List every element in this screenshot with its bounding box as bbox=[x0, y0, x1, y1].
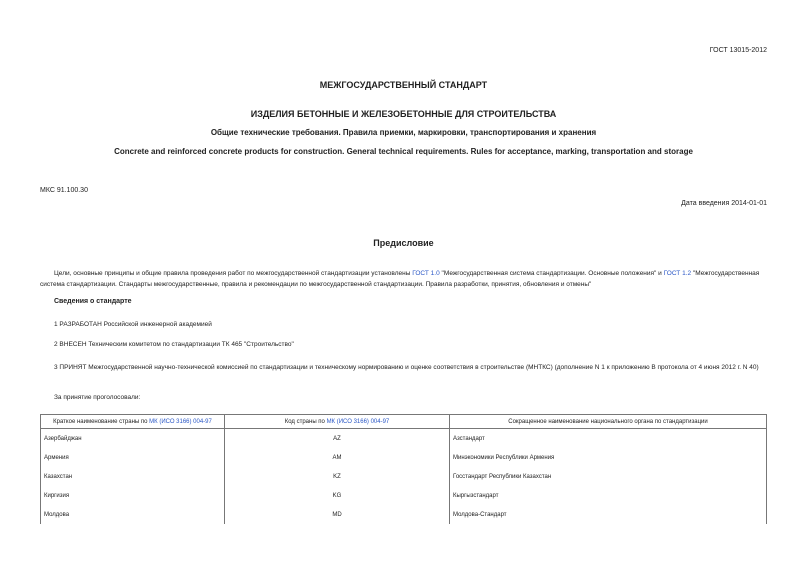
introduction-date: Дата введения 2014-01-01 bbox=[681, 200, 767, 207]
document-subtitle: Общие технические требования. Правила приемки, маркировки, транспортирования и хранения bbox=[210, 128, 597, 137]
header-text: Код страны по bbox=[284, 418, 327, 425]
paragraph-text: "Межгосударственная система стандартизации. Стандарты межгосударственные, правила и рекомендации по межгосударственной стандартизации. Правила разработки, принятия, обновления и отмены" bbox=[40, 270, 760, 288]
document-title: ИЗДЕЛИЯ БЕТОННЫЕ И ЖЕЛЕЗОБЕТОННЫЕ ДЛЯ СТРОИТЕЛЬСТВА bbox=[250, 109, 557, 119]
header-text: Краткое наименование страны по bbox=[53, 418, 150, 425]
paragraph-text: Цели, основные принципы и общие правила проведения работ по межгосударственной стандартизации установлены bbox=[54, 270, 413, 277]
standards-body: Минэкономики Республики Армения bbox=[450, 448, 767, 467]
info-item-developed: 1 РАЗРАБОТАН Российской инженерной академией bbox=[54, 321, 212, 328]
document-id: ГОСТ 13015-2012 bbox=[709, 47, 767, 54]
country-name: Армения bbox=[41, 448, 225, 467]
country-code: AZ bbox=[225, 429, 450, 449]
gost-1-0-link[interactable]: ГОСТ 1.0 bbox=[412, 270, 440, 277]
voted-label: За принятие проголосовали: bbox=[54, 394, 141, 401]
table-header-row bbox=[41, 415, 767, 429]
table-row bbox=[41, 467, 767, 486]
preface-paragraph bbox=[40, 268, 767, 290]
gost-1-2-link[interactable]: ГОСТ 1.2 bbox=[663, 270, 692, 277]
header-standards-body: Сокращенное наименование национального органа по стандартизации bbox=[450, 415, 767, 429]
info-item-submitted: 2 ВНЕСЕН Техническим комитетом по стандартизации ТК 465 "Строительство" bbox=[54, 341, 294, 348]
table-row bbox=[41, 429, 767, 449]
info-item-adopted: 3 ПРИНЯТ Межгосударственной научно-технической комиссией по стандартизации и техническому нормированию и оценке соответствия в строительстве (МНТКС) (дополнение N 1 к приложению В протокола от 4 июня 2012 г. N 40) bbox=[54, 364, 759, 371]
country-code: AM bbox=[225, 448, 450, 467]
table-row bbox=[41, 448, 767, 467]
country-name: Молдова bbox=[41, 505, 225, 524]
country-name: Киргизия bbox=[41, 486, 225, 505]
mk-iso-link[interactable]: МК (ИСО 3166) 004-97 bbox=[149, 418, 212, 425]
standard-type: МЕЖГОСУДАРСТВЕННЫЙ СТАНДАРТ bbox=[319, 80, 488, 90]
standards-body: Азстандарт bbox=[450, 429, 767, 449]
standards-body: Госстандарт Республики Казахстан bbox=[450, 467, 767, 486]
country-name: Азербайджан bbox=[41, 429, 225, 449]
standards-body: Кыргызстандарт bbox=[450, 486, 767, 505]
country-name: Казахстан bbox=[41, 467, 225, 486]
table-row bbox=[41, 505, 767, 524]
country-code: MD bbox=[225, 505, 450, 524]
table-row bbox=[41, 486, 767, 505]
standards-body: Молдова-Стандарт bbox=[450, 505, 767, 524]
countries-table bbox=[40, 414, 767, 524]
country-code: KG bbox=[225, 486, 450, 505]
country-code: KZ bbox=[225, 467, 450, 486]
mk-iso-link[interactable]: МК (ИСО 3166) 004-97 bbox=[326, 418, 390, 425]
header-country-code bbox=[225, 415, 450, 429]
header-country-name bbox=[41, 415, 225, 429]
paragraph-text: "Межгосударственная система стандартизации. Основные положения" и bbox=[439, 270, 664, 277]
mks-code: МКС 91.100.30 bbox=[40, 187, 88, 194]
preface-heading: Предисловие bbox=[373, 238, 434, 248]
standard-info-heading: Сведения о стандарте bbox=[54, 298, 132, 305]
english-title: Concrete and reinforced concrete products for construction. General technical requirements. Rules for acceptance, marking, transportation and storage bbox=[114, 147, 693, 156]
